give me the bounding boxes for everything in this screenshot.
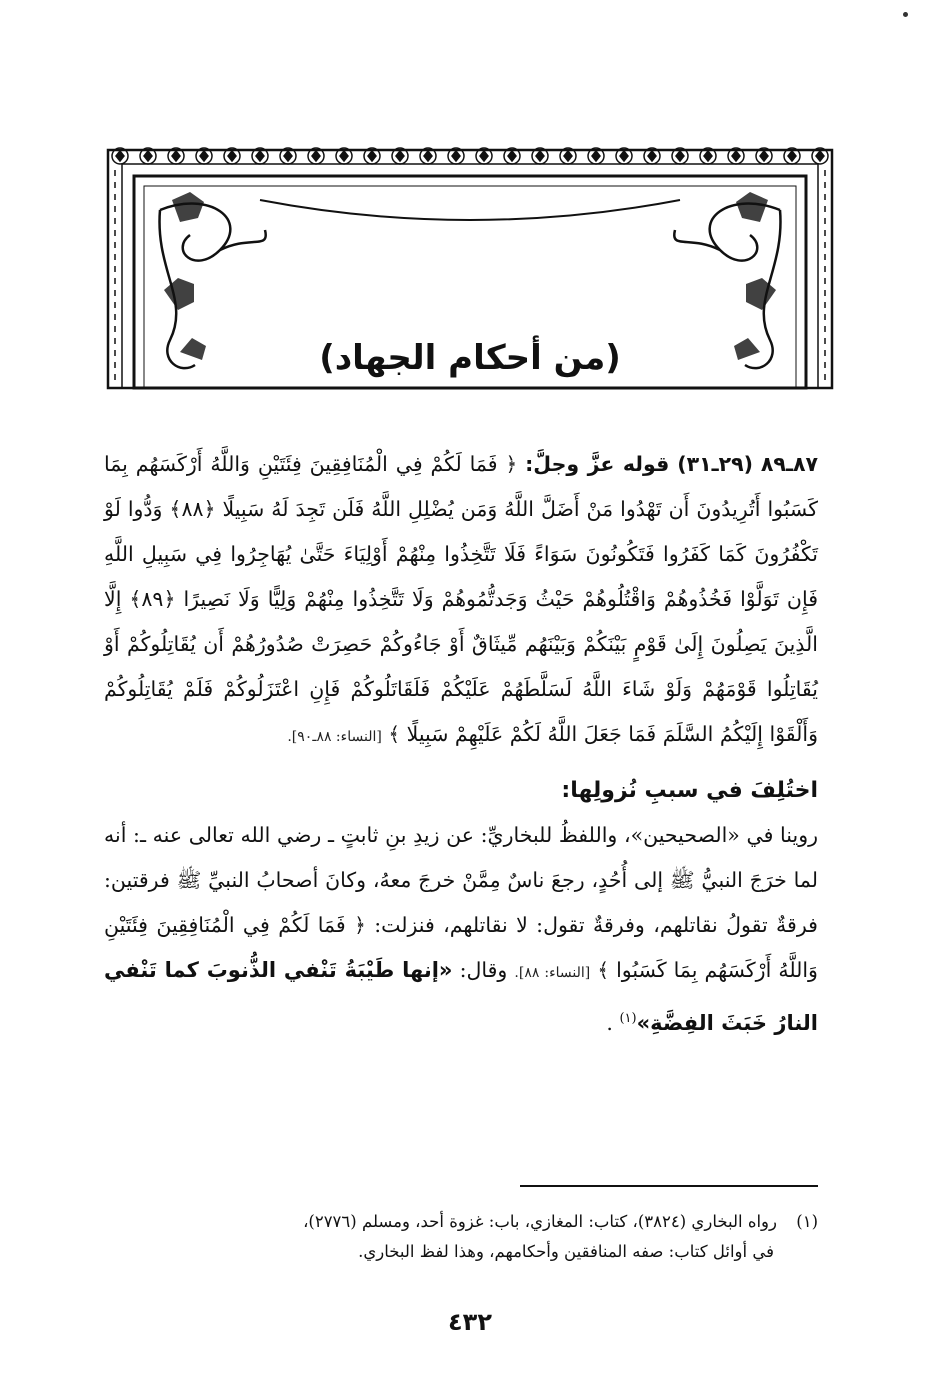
said-text: وقال: bbox=[459, 958, 508, 982]
open-bracket: ﴿ bbox=[505, 452, 518, 476]
lead-text: قوله عزَّ وجلَّ: bbox=[525, 452, 670, 476]
verse-numbers: ٨٧ـ٨٩ bbox=[760, 452, 818, 476]
footnote-number: (١) bbox=[796, 1212, 818, 1231]
ornament-diamond bbox=[424, 151, 432, 161]
hadith-text: «إنها طَيْبَةُ تَنْفي الذُّنوبَ كما تَنْفي النارُ خَبَثَ الفِضَّةِ» bbox=[104, 958, 818, 1035]
ornament-diamond bbox=[592, 151, 600, 161]
ornament-diamond bbox=[144, 151, 152, 161]
narration-text: روينا في «الصحيحين»، واللفظُ للبخاريِّ: عن زيدِ بنِ ثابتٍ ـ رضي الله تعالى عنه ـ: أنه لما خرَجَ النبيُّ ﷺ إلى أُحُدٍ، رجعَ ناسٌ مِمَّنْ خرجَ معهُ، وكانَ أصحابُ النبيِّ ﷺ فرقتين: فرقةٌ تقولُ نقاتلهم، وفرقةٌ تقول: لا نقاتلهم، فنزلت: bbox=[104, 823, 818, 937]
ornament-diamond bbox=[340, 151, 348, 161]
ornament-diamond bbox=[256, 151, 264, 161]
quran-text: فَمَا لَكُمْ فِي الْمُنَافِقِينَ فِئَتَيْنِ وَاللَّهُ أَرْكَسَهُم بِمَا كَسَبُوا أَتُرِيدُونَ أَن تَهْدُوا مَنْ أَضَلَّ اللَّهُ وَمَن يُضْلِلِ اللَّهُ فَلَن تَجِدَ لَهُ سَبِيلًا ﴿٨٨﴾ وَدُّوا لَوْ تَكْفُرُونَ كَمَا كَفَرُوا فَتَكُونُونَ سَوَاءً فَلَا تَتَّخِذُوا مِنْهُمْ أَوْلِيَاءَ حَتَّىٰ يُهَاجِرُوا فِي سَبِيلِ اللَّهِ فَإِن تَوَلَّوْا فَخُذُوهُمْ وَاقْتُلُوهُمْ حَيْثُ وَجَدتُّمُوهُمْ وَلَا تَتَّخِذُوا مِنْهُمْ وَلِيًّا وَلَا نَصِيرًا ﴿٨٩﴾ إِلَّا الَّذِينَ يَصِلُونَ إِلَىٰ قَوْمٍ بَيْنَكُمْ وَبَيْنَهُم مِّيثَاقٌ أَوْ جَاءُوكُمْ حَصِرَتْ صُدُورُهُمْ أَن يُقَاتِلُوكُمْ أَوْ يُقَاتِلُوا قَوْمَهُمْ وَلَوْ شَاءَ اللَّهُ لَسَلَّطَهُمْ عَلَيْكُمْ فَلَقَاتَلُوكُمْ فَإِنِ اعْتَزَلُوكُمْ فَلَمْ يُقَاتِلُوكُمْ وَأَلْقَوْا إِلَيْكُمُ السَّلَمَ فَمَا جَعَلَ اللَّهُ لَكُمْ عَلَيْهِمْ سَبِيلًا bbox=[104, 452, 818, 746]
footnote-marker[interactable]: (١) bbox=[619, 1011, 637, 1026]
footnotes bbox=[104, 1207, 818, 1267]
ornament-diamond bbox=[116, 151, 124, 161]
end-dot: . bbox=[606, 1010, 613, 1035]
ornament-diamond bbox=[284, 151, 292, 161]
ornament-diamond bbox=[172, 151, 180, 161]
ornament-diamond bbox=[732, 151, 740, 161]
page-corner-mark bbox=[903, 12, 908, 17]
narration-reference: [النساء: ٨٨]. bbox=[514, 965, 591, 981]
chapter-title: (من أحكام الجهاد) bbox=[319, 338, 621, 378]
ornament-diamond bbox=[676, 151, 684, 161]
footnote-item bbox=[104, 1207, 818, 1237]
ornament-diamond bbox=[228, 151, 236, 161]
ornament-diamond bbox=[816, 151, 824, 161]
ornament-diamond bbox=[760, 151, 768, 161]
ornament-diamond bbox=[200, 151, 208, 161]
ornament-diamond bbox=[396, 151, 404, 161]
section-subheading: اختُلِفَ في سببِ نُزولِها: bbox=[561, 778, 818, 803]
main-text bbox=[104, 442, 818, 1046]
ornament-diamond bbox=[620, 151, 628, 161]
ornament-diamond bbox=[508, 151, 516, 161]
footnote-divider bbox=[520, 1185, 818, 1187]
ornament-diamond bbox=[452, 151, 460, 161]
ornament-diamond bbox=[564, 151, 572, 161]
ornament-diamond bbox=[312, 151, 320, 161]
narration-paragraph bbox=[104, 813, 818, 1046]
ornament-diamond bbox=[480, 151, 488, 161]
verse-range: (٢٩ـ٣١) bbox=[677, 452, 754, 476]
footnote-line-1: رواه البخاري (٣٨٢٤)، كتاب: المغازي، باب: غزوة أحد، ومسلم (٢٧٧٦)، bbox=[303, 1212, 777, 1231]
page-number: ٤٣٢ bbox=[448, 1308, 492, 1336]
ornament-diamond bbox=[648, 151, 656, 161]
quran-reference: [النساء: ٨٨ـ٩٠]. bbox=[287, 729, 382, 745]
ornament-diamond bbox=[704, 151, 712, 161]
ornament-diamond bbox=[536, 151, 544, 161]
narration-quran: فَمَا لَكُمْ فِي الْمُنَافِقِينَ فِئَتَيْنِ وَاللَّهُ أَرْكَسَهُم بِمَا كَسَبُوا bbox=[104, 913, 818, 982]
verse-paragraph bbox=[104, 442, 818, 760]
footnote-line-2: في أوائل كتاب: صفه المنافقين وأحكامهم، وهذا لفظ البخاري. bbox=[358, 1242, 774, 1261]
ornament-diamond bbox=[368, 151, 376, 161]
ornament-diamond bbox=[788, 151, 796, 161]
close-bracket-2: ﴾ bbox=[597, 958, 610, 982]
close-bracket: ﴾ bbox=[388, 722, 401, 746]
open-bracket-2: ﴿ bbox=[354, 913, 366, 937]
